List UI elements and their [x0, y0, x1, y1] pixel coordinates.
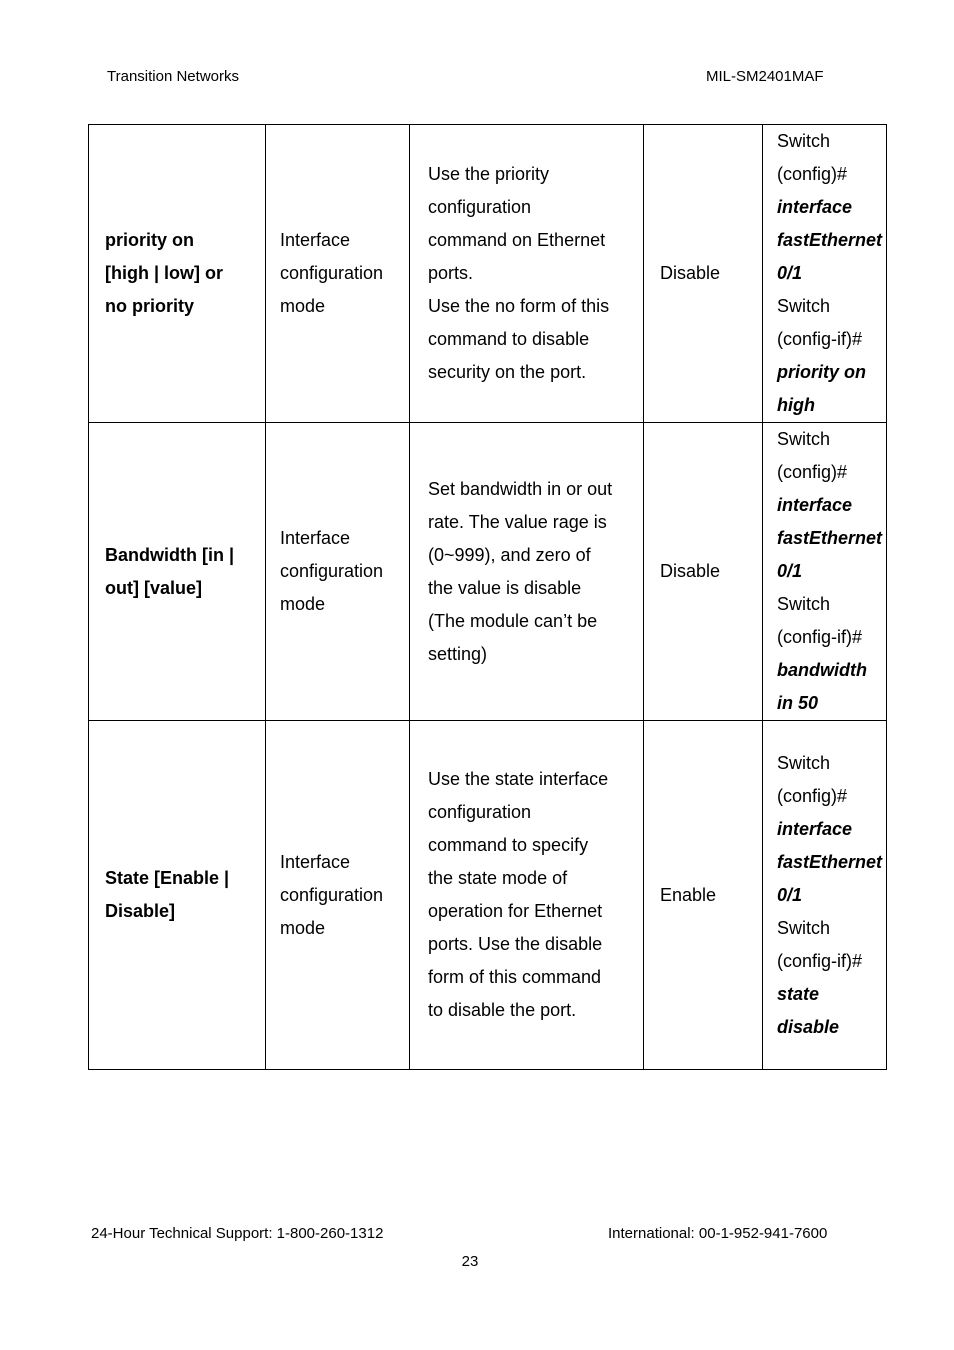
description-cell-line: the value is disable	[428, 577, 582, 598]
mode-cell-line: mode	[280, 296, 326, 316]
table-row	[89, 125, 887, 423]
example-prompt: Switch (config)#	[777, 131, 848, 184]
description-cell-line: setting)	[428, 643, 488, 664]
command-cell-line: out] [value]	[105, 577, 202, 598]
example-cell	[763, 125, 887, 423]
footer-support: 24-Hour Technical Support: 1-800-260-1312	[91, 1225, 384, 1242]
mode-cell-line: mode	[280, 917, 326, 938]
description-cell-line: form of this command	[428, 967, 602, 987]
mode-cell-line: Interface	[280, 528, 351, 548]
default-cell: Enable	[644, 721, 763, 1070]
description-cell-line: to disable the port.	[428, 1000, 577, 1020]
example-cell	[763, 423, 887, 721]
command-cell	[89, 423, 266, 721]
example-command: interface	[777, 818, 853, 839]
command-cell-line: priority on	[105, 230, 194, 250]
description-cell-line: command to specify	[428, 835, 589, 855]
mode-cell	[266, 125, 410, 423]
mode-cell-line: configuration	[280, 263, 384, 283]
page-number: 23	[461, 1253, 479, 1270]
description-cell-line: Set bandwidth in or out	[428, 478, 613, 499]
description-cell-line: security on the port.	[428, 362, 587, 382]
description-cell-line: command to disable	[428, 329, 590, 349]
example-prompt: Switch (config)#	[777, 752, 848, 806]
mode-cell-line: configuration	[280, 884, 384, 905]
example-command: fastEthernet 0/1	[777, 528, 883, 581]
description-cell	[410, 721, 644, 1070]
example-command: fastEthernet 0/1	[777, 230, 883, 283]
description-cell-line: operation for Ethernet	[428, 901, 603, 921]
mode-cell-line: Interface	[280, 851, 351, 872]
command-cell-line: Disable]	[105, 901, 176, 921]
command-cell	[89, 721, 266, 1070]
example-prompt: Switch (config-if)#	[777, 594, 863, 647]
description-cell-line: configuration	[428, 802, 532, 822]
mode-cell-line: configuration	[280, 561, 384, 581]
header-model: MIL-SM2401MAF	[706, 68, 824, 85]
table-row	[89, 423, 887, 721]
example-command: fastEthernet 0/1	[777, 851, 883, 905]
mode-cell	[266, 721, 410, 1070]
example-command: bandwidth in 50	[777, 660, 867, 713]
mode-cell-line: mode	[280, 594, 326, 614]
command-cell-line: no priority	[105, 296, 194, 316]
description-cell-line: rate. The value rage is	[428, 511, 607, 532]
mode-cell	[266, 423, 410, 721]
description-cell-line: the state mode of	[428, 868, 568, 888]
example-command: priority on high	[777, 362, 866, 415]
description-cell-line: (The module can’t be	[428, 610, 598, 631]
example-prompt: Switch (config)#	[777, 429, 848, 482]
example-command: state disable	[777, 983, 840, 1037]
command-cell-line: [high | low] or	[105, 263, 224, 283]
description-cell-line: configuration	[428, 197, 532, 217]
default-cell: Disable	[644, 125, 763, 423]
description-cell-line: ports.	[428, 263, 474, 283]
command-cell-line: Bandwidth [in |	[105, 544, 235, 565]
description-cell-line: Use the state interface	[428, 769, 609, 789]
header-company: Transition Networks	[107, 68, 239, 85]
mode-cell-line: Interface	[280, 230, 351, 250]
description-cell	[410, 125, 644, 423]
description-cell-line: (0~999), and zero of	[428, 544, 591, 565]
command-cell	[89, 125, 266, 423]
example-prompt: Switch (config-if)#	[777, 296, 863, 349]
description-cell-line: Use the no form of this	[428, 296, 610, 316]
command-table	[88, 124, 887, 1070]
example-command: interface	[777, 197, 853, 217]
footer-international: International: 00-1-952-941-7600	[608, 1225, 828, 1242]
example-command: interface	[777, 495, 853, 515]
table-row	[89, 721, 887, 1070]
description-cell-line: Use the priority	[428, 164, 550, 184]
command-cell-line: State [Enable |	[105, 868, 230, 888]
default-cell: Disable	[644, 423, 763, 721]
description-cell	[410, 423, 644, 721]
description-cell-line: ports. Use the disable	[428, 934, 603, 954]
description-cell-line: command on Ethernet	[428, 230, 606, 250]
example-cell	[763, 721, 887, 1070]
example-prompt: Switch (config-if)#	[777, 917, 863, 971]
